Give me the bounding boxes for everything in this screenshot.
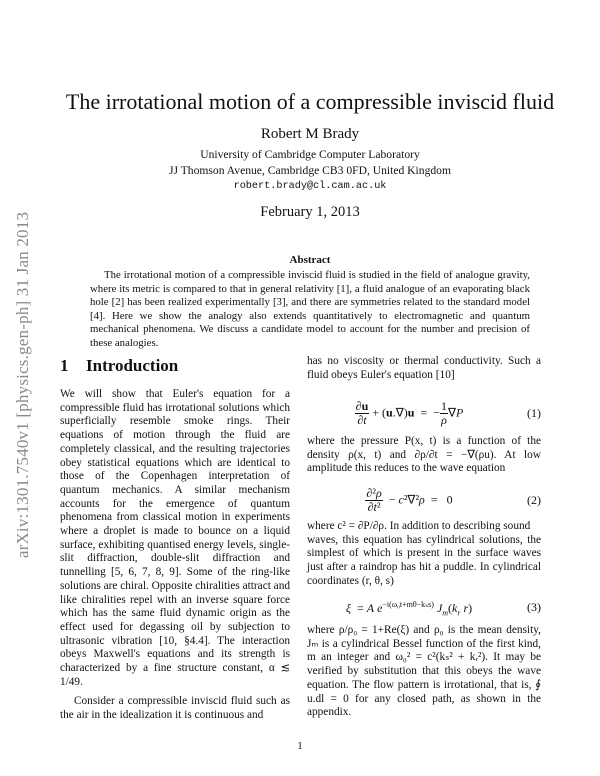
right-paragraph-2: where the pressure P(x, t) is a function of the density ρ(x, t) and ∂ρ/∂t = −∇(ρu). At low amplitude this reduces to the wave equation bbox=[307, 435, 541, 475]
equation-2-body: $\frac{\text{∂²ρ}}{\text{∂t²}}$ − c²∇²ρ = 0 bbox=[366, 486, 453, 514]
equation-3-tag: (3) bbox=[527, 600, 541, 614]
section-heading bbox=[60, 356, 178, 376]
equation-2-tag: (2) bbox=[527, 493, 541, 507]
right-column-top bbox=[307, 355, 541, 382]
intro-paragraph-1: We will show that Euler's equation for a compressible fluid has irrotational solutions which superficially resemble smoke rings. Their equations of motion through the fluid are completely classical, and the resulting trajectories obey statistical equations which are identical to those of the Copenhagen interpretation of quantum mechanics. A similar mechanism accounts for the emergence of quantum phenomena from classical motion in experiments where a droplet is made to bounce on a liquid surface, exhibiting quantised energy levels, single-slit diffraction, double-slit diffraction and tunnelling [5, 6, 7, 8, 9]. Some of the ring-like solutions are chiral. Opposite chiralities attract and like chiralities repel with an inverse square force which has the same fluid dynamic origin as the effect used for degassing oil by subjection to ultrasonic vibration [10, §4.4]. The interaction obeys Maxwell's equations and its strength is characterized by a fine structure constant, α ≲ 1/49. bbox=[60, 388, 290, 688]
section-number: 1 bbox=[60, 356, 69, 375]
intro-paragraph-2: Consider a compressible inviscid fluid such as the air in the idealization it is continuous and bbox=[60, 695, 290, 722]
right-column-bottom bbox=[307, 624, 541, 720]
paper-title: The irrotational motion of a compressible inviscid fluid bbox=[65, 89, 555, 114]
arxiv-sidebar bbox=[6, 180, 40, 590]
affiliation-line-1: University of Cambridge Computer Laboratory bbox=[200, 148, 420, 161]
abstract-text: The irrotational motion of a compressible inviscid fluid is studied in the field of analogue gravity, where its metric is compared to that in general relativity [1], a fluid analogue of an evaporating black hole [2] has been realized experimentally [3], and there are symmetries related to the standard model [4]. Here we show the analogy also extends quantitatively to electromagnetic and quantum mechanical phenomena. We discuss a candidate model to account for the number and precision of these analogies. bbox=[90, 269, 530, 349]
author-name: Robert M Brady bbox=[260, 126, 360, 142]
right-paragraph-1: has no viscosity or thermal conductivity. Such a fluid obeys Euler's equation [10] bbox=[307, 355, 541, 381]
equation-1 bbox=[307, 398, 541, 430]
section-title: Introduction bbox=[86, 356, 179, 375]
author-email[interactable]: robert.brady@cl.cam.ac.uk bbox=[233, 181, 387, 192]
arxiv-identifier: arXiv:1301.7540v1 [physics.gen-ph] 31 Jan 2013 bbox=[13, 211, 32, 559]
page-number: 1 bbox=[297, 740, 303, 752]
equation-1-tag: (1) bbox=[527, 406, 541, 420]
right-column-lower bbox=[307, 520, 541, 589]
equation-3 bbox=[307, 598, 541, 620]
right-paragraph-3: waves, this equation has cylindrical solutions, the simplest of which is present in the surface waves just after a raindrop has hit a puddle. In cylindrical coordinates (r, θ, s) bbox=[307, 533, 541, 587]
abstract-heading: Abstract bbox=[289, 254, 331, 266]
right-paragraph-4: where ρ/ρ₀ = 1+Re(ξ) and ρ₀ is the mean density, Jₘ is a cylindrical Bessel function of the first kind, m an integer and ω₀² = c²(kₛ² + kᵣ²). It may be verified by substitution that this obeys the wave equation. The flow pattern is irrotational, that is, ∮ u.dl = 0 for any closed path, as shown in the appendix. bbox=[307, 624, 541, 719]
affiliation-line-2: JJ Thomson Avenue, Cambridge CB3 0FD, United Kingdom bbox=[168, 164, 451, 177]
right-column-mid bbox=[307, 435, 541, 476]
paper-date: February 1, 2013 bbox=[260, 204, 360, 220]
equation-3-body: ξ = A $e^{-i(\omega_0t+m\theta-k_ss)}$ $J_m(k_r$ r) bbox=[345, 600, 473, 618]
equation-2 bbox=[307, 485, 541, 517]
equation-1-body: $\frac{\partial u}{\partial t}$ + (u.∇)u = − $\frac{1}{\rho}$ ∇P bbox=[355, 399, 464, 427]
left-column bbox=[60, 388, 290, 723]
right-paragraph-3-lead: where c² = ∂P/∂ρ. In addition to describing sound bbox=[307, 520, 531, 532]
